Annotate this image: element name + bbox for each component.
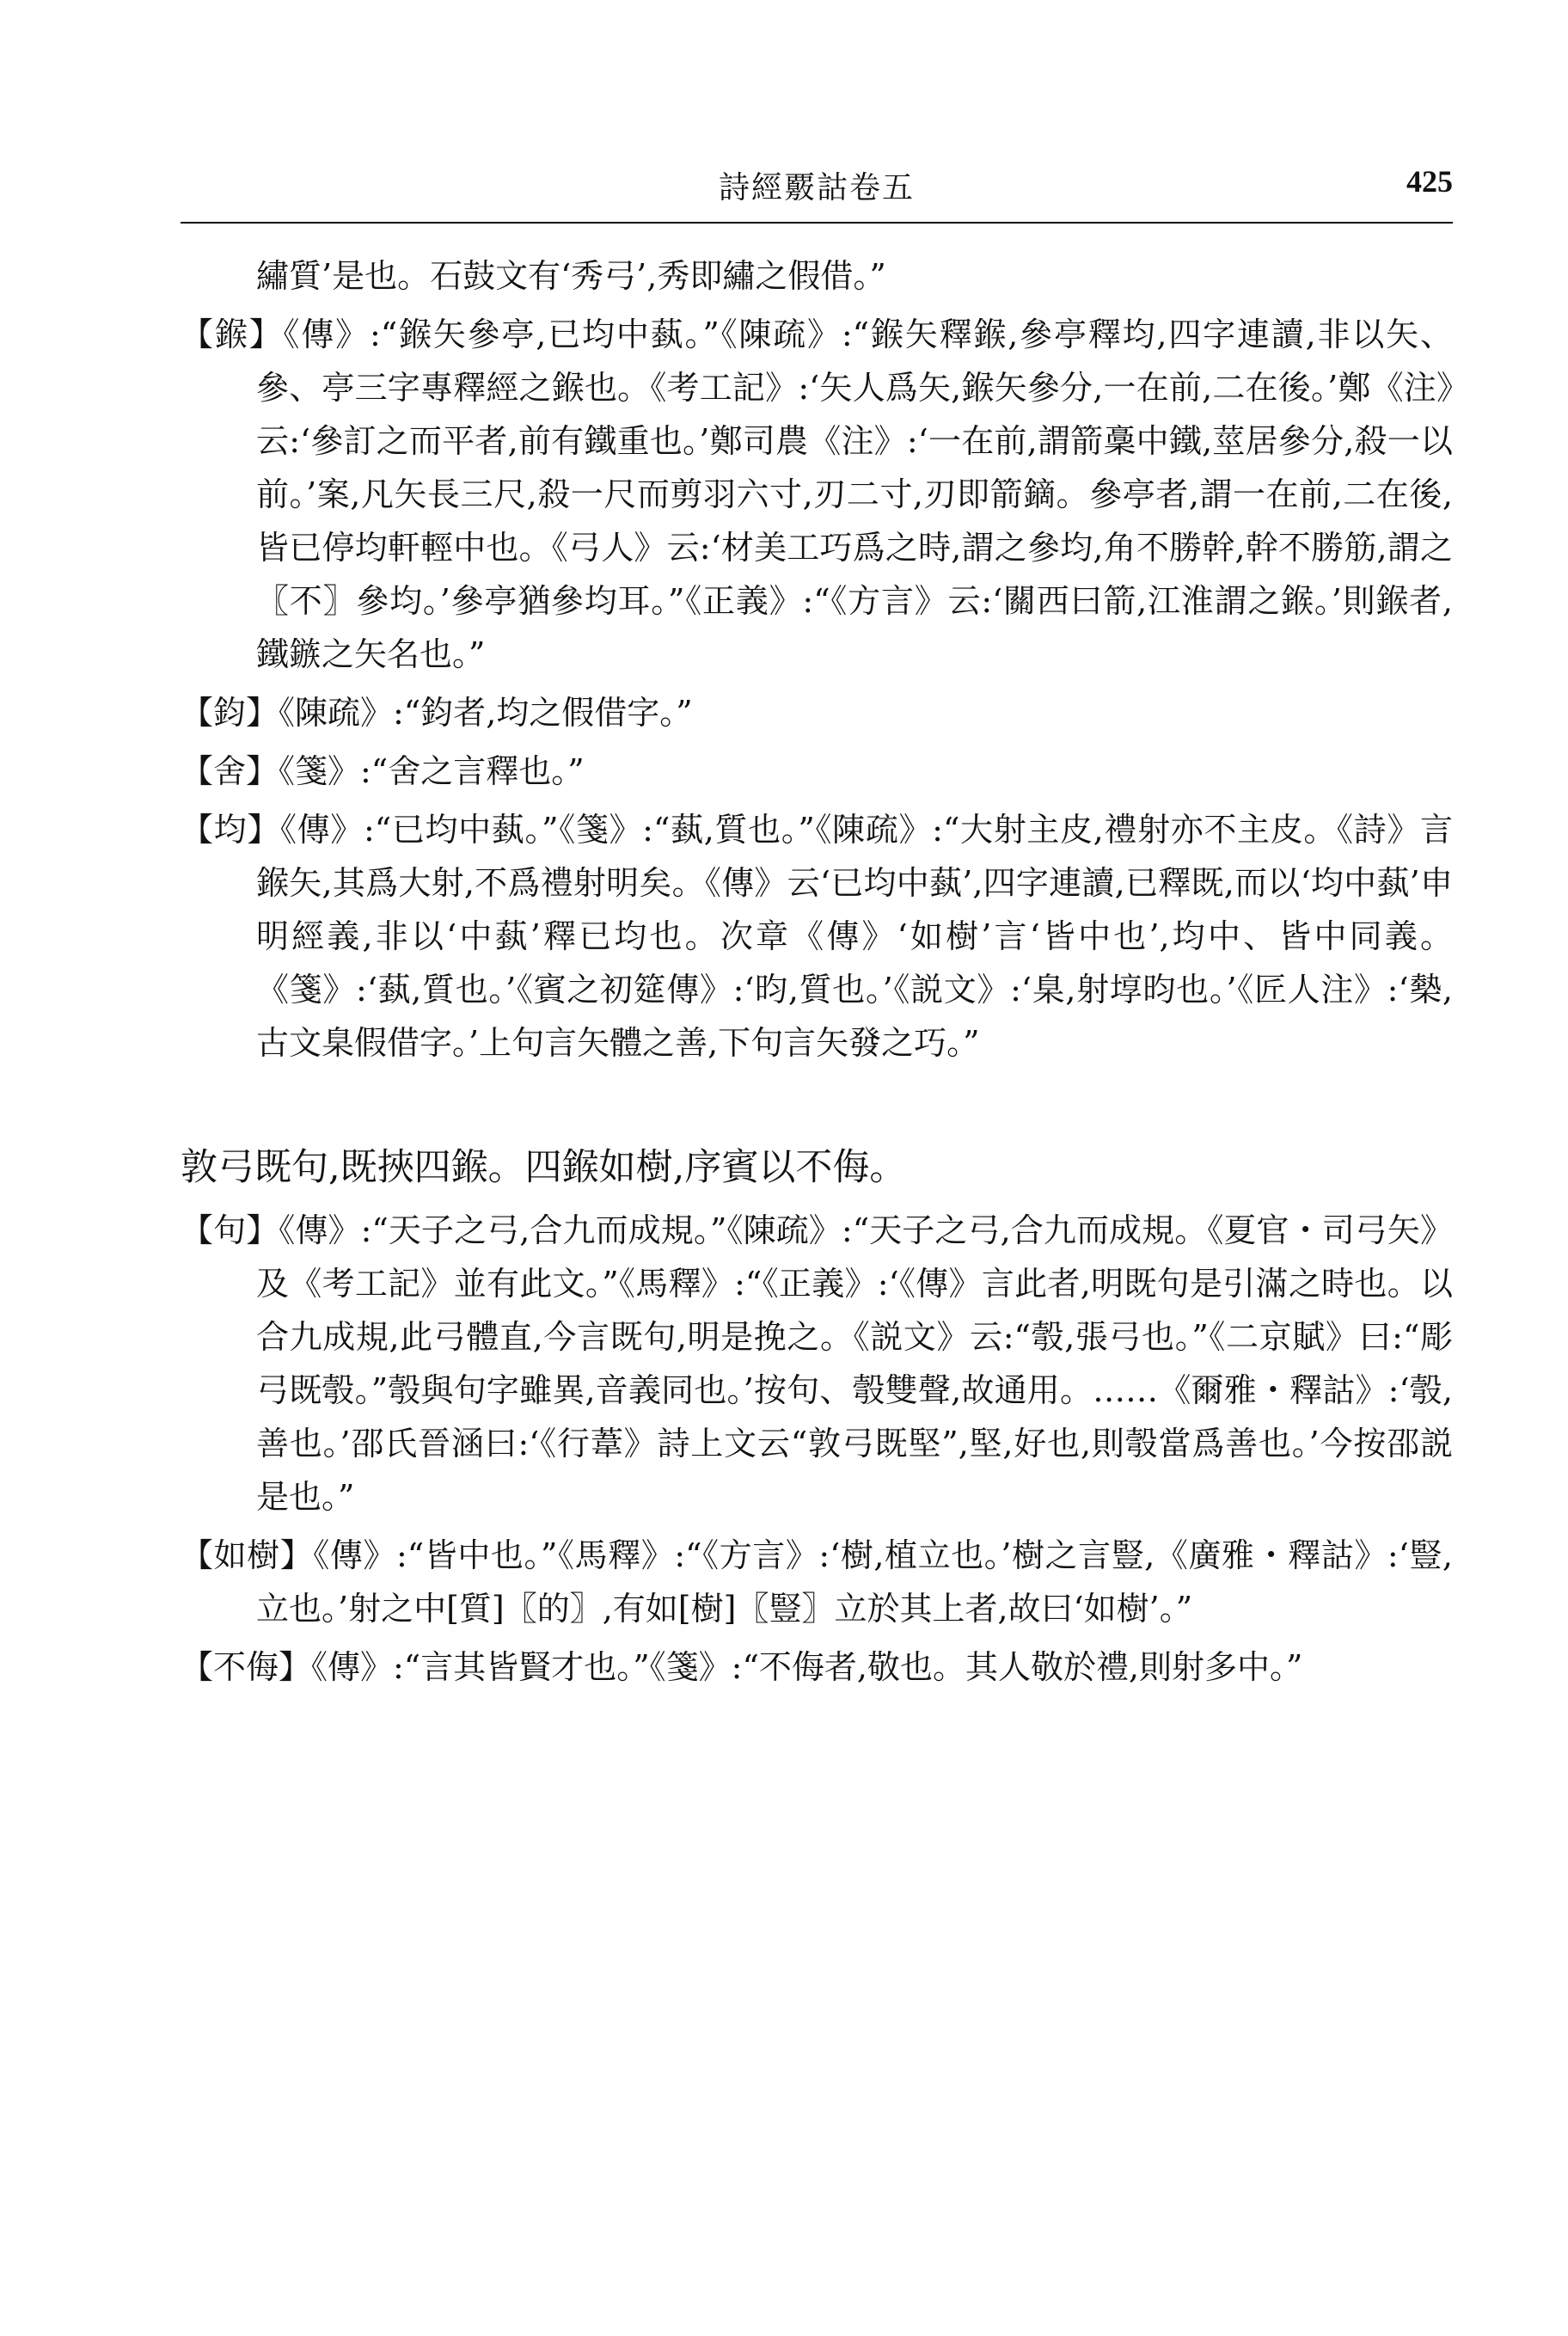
running-header <box>181 163 1453 224</box>
entry-jun: 【均】《傳》:“已均中蓺。”《箋》:“蓺,質也。”《陳疏》:“大射主皮,禮射亦不主皮。《詩》言鍭矢,其爲大射,不爲禮射明矣。《傳》云‘已均中蓺’,四字連讀,已釋既,而以‘均中蓺’申明經義,非以‘中蓺’釋已均也。次章《傳》‘如樹’言‘皆中也’,均中、皆中同義。《箋》:‘蓺,質也。’《賓之初筵傳》:‘昀,質也。’《説文》:‘臬,射埻昀也。’《匠人注》:‘槷,古文臬假借字。’上句言矢體之善,下句言矢發之巧。” <box>181 811 1453 1062</box>
entry-she: 【舍】《箋》:“舍之言釋也。” <box>181 752 585 790</box>
entry-gou: 【句】《傳》:“天子之弓,合九而成規。”《陳疏》:“天子之弓,合九而成規。《夏官・司弓矢》及《考工記》並有此文。”《馬釋》:“《正義》:‘《傳》言此者,明既句是引滿之時也。以合九成規,此弓體直,今言既句,明是挽之。《説文》云:“彀,張弓也。”《二京賦》曰:“彫弓既彀。”彀與句字雖異,音義同也。’按句、彀雙聲,故通用。……《爾雅・釋詁》:‘彀,善也。’邵氏晉涵曰:‘《行葦》詩上文云“敦弓既堅”,堅,好也,則彀當爲善也。’今按邵説是也。” <box>181 1211 1453 1516</box>
verse-line: 敦弓既句,既挾四鍭。四鍭如樹,序賓以不侮。 <box>181 1146 907 1189</box>
entry-hou: 【鍭】《傳》:“鍭矢參亭,已均中蓺。”《陳疏》:“鍭矢釋鍭,參亭釋均,四字連讀,非以矢、參、亭三字專釋經之鍭也。《考工記》:‘矢人爲矢,鍭矢參分,一在前,二在後。’鄭《注》云:‘參訂之而平者,前有鐵重也。’鄭司農《注》:‘一在前,謂箭稾中鐵,莖居參分,殺一以前。’案,凡矢長三尺,殺一尺而剪羽六寸,刃二寸,刃即箭鏑。參亭者,謂一在前,二在後,皆已停均軒輕中也。《弓人》云:‘材美工巧爲之時,謂之參均,角不勝幹,幹不勝筋,謂之〖不〗參均。’參亭猶參均耳。”《正義》:“《方言》云:‘關西曰箭,江淮謂之鍭。’則鍭者,鐵鏃之矢名也。” <box>181 316 1453 673</box>
running-title: 詩經覈詁卷五 <box>718 170 915 205</box>
body-text <box>181 249 1453 1694</box>
continued-paragraph: 繡質’是也。石鼓文有‘秀弓’,秀即繡之假借。” <box>256 257 886 295</box>
entry-rushu: 【如樹】《傳》:“皆中也。”《馬釋》:“《方言》:‘樹,植立也。’樹之言豎,《廣雅・釋詁》:‘豎,立也。’射之中[質]〖的〗,有如[樹]〖豎〗立於其上者,故曰‘如樹’。” <box>181 1536 1453 1628</box>
page-number: 425 <box>1406 164 1453 199</box>
entry-jun-metal: 【鈞】《陳疏》:“鈞者,均之假借字。” <box>181 694 693 732</box>
header-rule <box>181 222 1453 224</box>
entry-buwu: 【不侮】《傳》:“言其皆賢才也。”《箋》:“不侮者,敬也。其人敬於禮,則射多中。” <box>181 1648 1303 1686</box>
